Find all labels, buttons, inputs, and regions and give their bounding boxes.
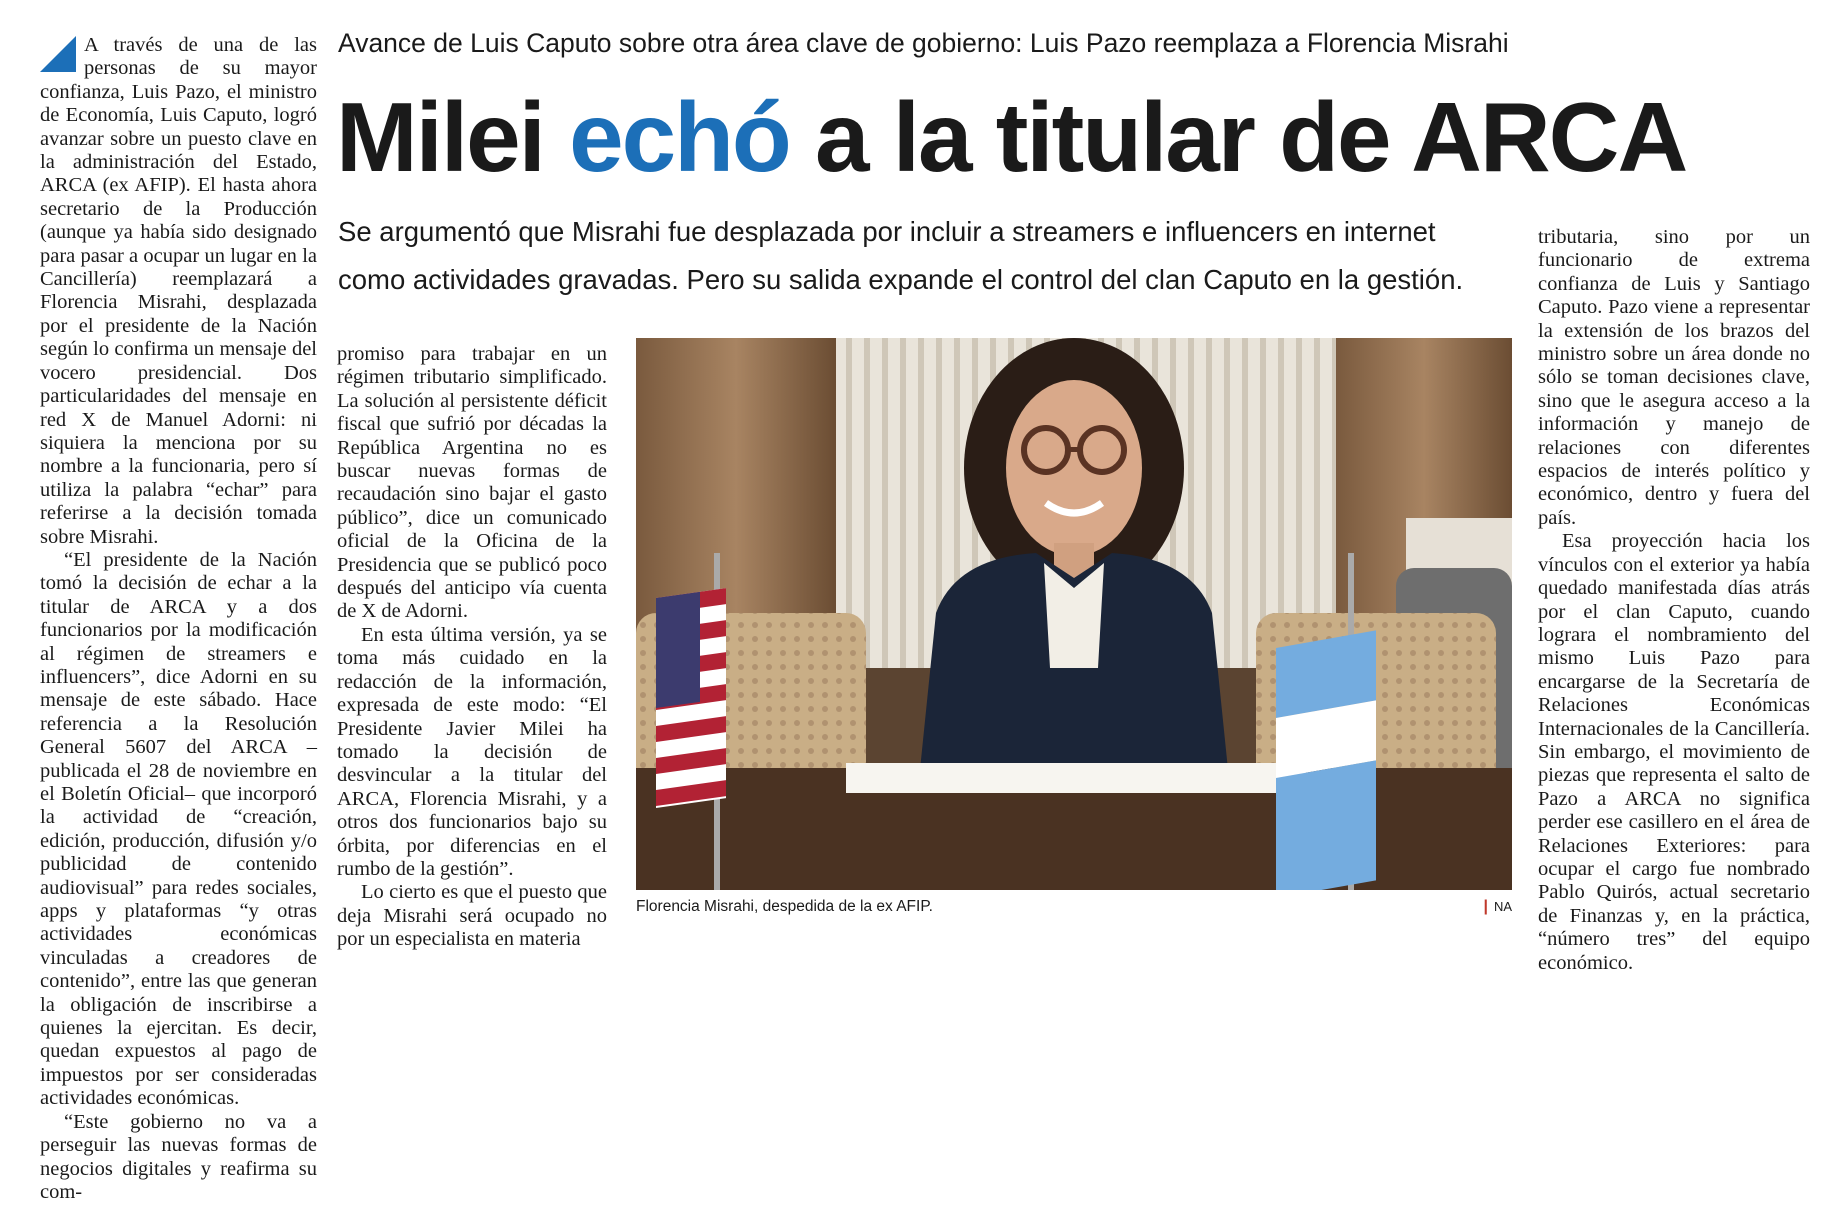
deck: Se argumentó que Misrahi fue desplazada por incluir a streamers e influencers en internet como actividades gravadas. Pero su salida expande el control del clan Caputo en la gestión. xyxy=(338,216,1464,295)
article-column-4 xyxy=(1538,226,1810,975)
photo-credit: | NA xyxy=(1483,898,1512,915)
paragraph: promiso para trabajar en un régimen tributario simplificado. La solución al persistente déficit fiscal que sufrió por décadas la República Argentina no es buscar nuevas formas de recaudación sino bajar el gasto público”, dice un comunicado oficial de la Oficina de la Presidencia que se publicó poco después del anticipo vía cuenta de X de Adorni. xyxy=(337,343,607,623)
paragraph: Lo cierto es que el puesto que deja Misrahi será ocupado no por un especialista en materia xyxy=(337,881,607,951)
credit-bar-icon: | xyxy=(1483,898,1488,915)
article-column-2 xyxy=(337,343,607,952)
paragraph: Esa proyección hacia los vínculos con el exterior ya había quedado manifestada días atrás por el clan Caputo, cuando lograra el nombramiento del mismo Luis Pazo para encargarse de la Secretaría de Relaciones Económicas Internacionales de la Cancillería. Sin embargo, el movimiento de piezas que representa el salto de Pazo a ARCA no significa perder ese casillero en el área de Relaciones Exteriores: para ocupar el cargo fue nombrado Pablo Quirós, actual secretario de Finanzas y, en la práctica, “número tres” del equipo económico. xyxy=(1538,530,1810,974)
headline: Milei echó a la titular de ARCA xyxy=(336,82,1687,192)
photo-caption: Florencia Misrahi, despedida de la ex AFIP. xyxy=(636,898,933,915)
section-marker-icon xyxy=(40,36,76,72)
paragraph: En esta última versión, ya se toma más cuidado en la redacción de la información, expresada de este modo: “El Presidente Javier Milei ha tomado la decisión de desvincular a la titular del ARCA, Florencia Misrahi, y a otros dos funcionarios bajo su órbita, por diferencias en el rumbo de la gestión”. xyxy=(337,623,607,880)
headline-accent: echó xyxy=(569,82,790,192)
article-photo xyxy=(636,338,1512,890)
paragraph: “El presidente de la Nación tomó la decisión de echar a la titular de ARCA y a dos funcionarios por la modificación al régimen de streamers e influencers”, dice Adorni en su mensaje de este sábado. Hace referencia a la Resolución General 5607 del ARCA –publicada el 28 de noviembre en el Boletín Oficial– que incorporó la actividad de “creación, edición, producción, difusión y/o publicidad de contenido audiovisual” para redes sociales, apps y plataformas “y otras actividades económicas vinculadas a creadores de contenido”, entre las que generan la obligación de inscribirse a quienes la ejercitan. Es decir, quedan expuestos al pago de impuestos por ser consideradas actividades económicas. xyxy=(40,548,317,1110)
kicker: Avance de Luis Caputo sobre otra área clave de gobierno: Luis Pazo reemplaza a Florencia Misrahi xyxy=(338,28,1509,58)
paragraph: “Este gobierno no va a perseguir las nuevas formas de negocios digitales y reafirma su com- xyxy=(40,1110,317,1203)
photo-illustration xyxy=(636,338,1512,890)
article-column-1 xyxy=(40,34,317,1204)
paragraph: tributaria, sino por un funcionario de extrema confianza de Luis y Santiago Caputo. Pazo viene a representar la extensión de los brazos del ministro sobre un área donde no sólo se toman decisiones clave, sino que le asegura acceso a la información y manejo de relaciones con diferentes espacios de interés político y económico, dentro y fuera del país. xyxy=(1538,226,1810,529)
paragraph: A través de una de las personas de su mayor confianza, Luis Pazo, el ministro de Economía, Luis Caputo, logró avanzar sobre un puesto clave en la administración del Estado, ARCA (ex AFIP). El hasta ahora secretario de la Producción (aunque ya había sido designado para pasar a ocupar un lugar en la Cancillería) reemplazará a Florencia Misrahi, desplazada por el presidente de la Nación según lo confirma un mensaje del vocero presidencial. Dos particularidades del mensaje en red X de Manuel Adorni: ni siquiera la menciona por su nombre a la funcionaria, pero sí utiliza la palabra “echar” para referirse a la decisión tomada sobre Misrahi. xyxy=(40,34,317,548)
